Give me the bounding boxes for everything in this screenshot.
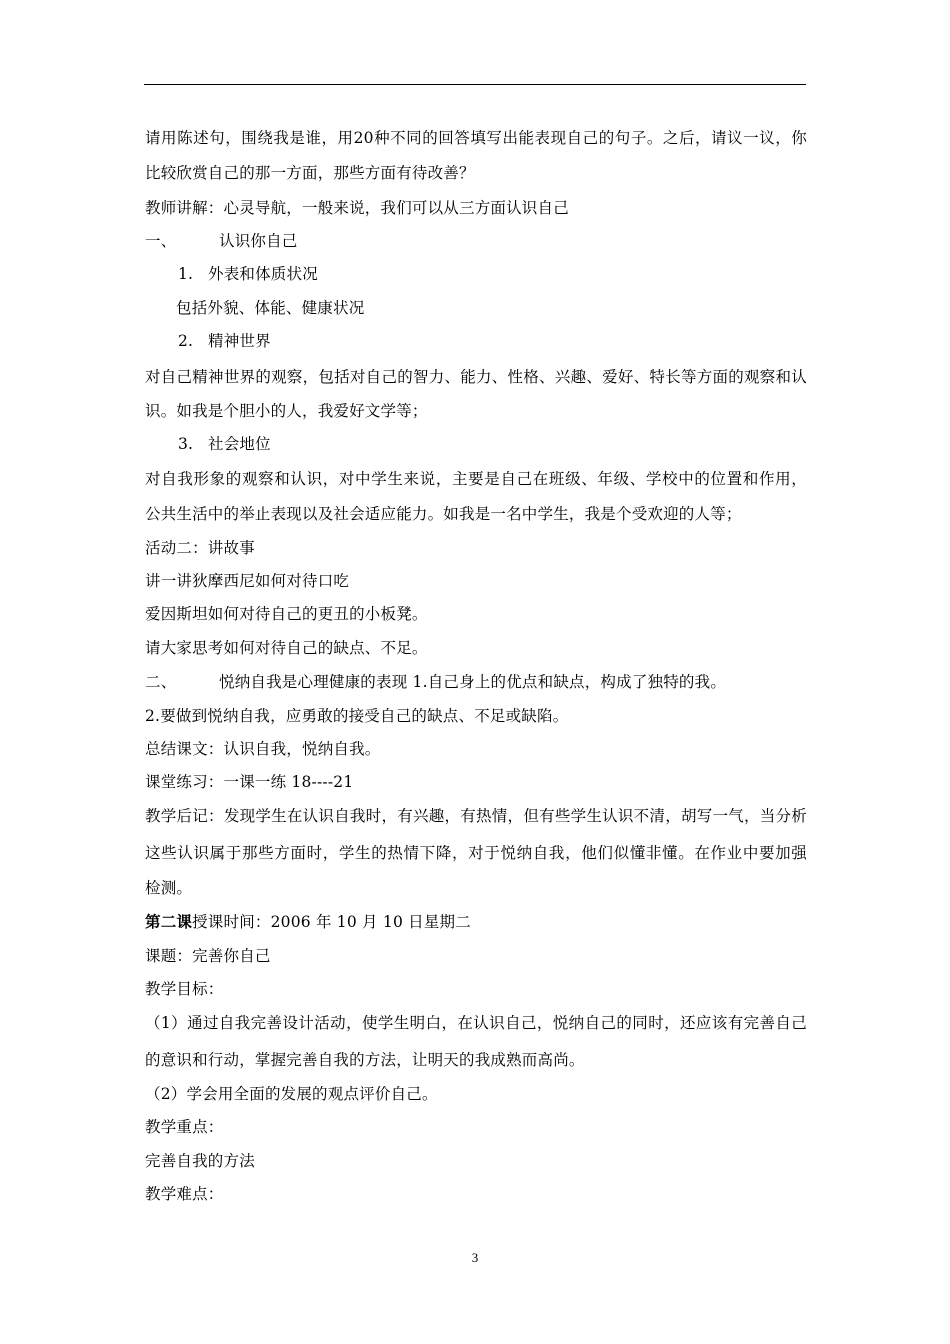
paragraph-line: 爱因斯坦如何对待自己的更丑的小板凳。 — [145, 605, 428, 623]
lesson-heading — [145, 912, 471, 932]
paragraph-line: 请大家思考如何对待自己的缺点、不足。 — [145, 639, 428, 657]
paragraph-line: 的意识和行动，掌握完善自我的方法，让明天的我成熟而高尚。 — [145, 1051, 585, 1069]
item-marker: 1. — [178, 265, 194, 283]
paragraph-line: 公共生活中的举止表现以及社会适应能力。如我是一名中学生，我是个受欢迎的人等； — [145, 505, 742, 523]
paragraph-line: 总结课文：认识自我，悦纳自我。 — [145, 740, 381, 758]
section-title: 认识你自己 — [219, 232, 298, 250]
page-number: 3 — [471, 1250, 479, 1265]
paragraph-line: 课题：完善你自己 — [145, 947, 271, 965]
item-marker: 3. — [178, 435, 194, 453]
paragraph-line: 对自我形象的观察和认识，对中学生来说，主要是自己在班级、年级、学校中的位置和作用， — [145, 470, 807, 488]
lesson-time: 授课时间：2006 年 10 月 10 日星期二 — [192, 913, 471, 931]
paragraph-line: 教学重点： — [145, 1118, 224, 1136]
list-item-1 — [178, 264, 318, 284]
section-heading-1 — [145, 231, 298, 251]
section-marker: 二、 — [145, 673, 177, 691]
list-item-3 — [178, 434, 271, 454]
paragraph-line: 识。如我是个胆小的人，我爱好文学等； — [145, 402, 428, 420]
paragraph-line: 包括外貌、体能、健康状况 — [176, 299, 365, 317]
paragraph-line: 比较欣赏自己的那一方面，那些方面有待改善？ — [145, 164, 475, 182]
paragraph-line: 2.要做到悦纳自我，应勇敢的接受自己的缺点、不足或缺陷。 — [145, 707, 569, 725]
lesson-label: 第二课 — [145, 912, 193, 931]
paragraph-line: 教学目标： — [145, 980, 224, 998]
paragraph-line: 这些认识属于那些方面时，学生的热情下降，对于悦纳自我，他们似懂非懂。在作业中要加强 — [145, 844, 807, 862]
paragraph-line: 对自己精神世界的观察，包括对自己的智力、能力、性格、兴趣、爱好、特长等方面的观察和认 — [145, 368, 807, 386]
header-rule — [144, 84, 806, 85]
list-item-2 — [178, 331, 271, 351]
paragraph-line: 教学后记：发现学生在认识自我时，有兴趣，有热情，但有些学生认识不清，胡写一气，当分析 — [145, 807, 807, 825]
section-marker: 一、 — [145, 232, 177, 250]
paragraph-line: 讲一讲狄摩西尼如何对待口吃 — [145, 572, 350, 590]
paragraph-line: 课堂练习：一课一练 18----21 — [145, 773, 354, 791]
paragraph-line: 完善自我的方法 — [145, 1152, 255, 1170]
paragraph-line: 教师讲解：心灵导航，一般来说，我们可以从三方面认识自己 — [145, 199, 569, 217]
section-heading-2 — [145, 672, 726, 692]
paragraph-line: 检测。 — [145, 879, 193, 897]
paragraph-line: （2）学会用全面的发展的观点评价自己。 — [145, 1085, 438, 1103]
paragraph-line: （1）通过自我完善设计活动，使学生明白，在认识自己，悦纳自己的同时，还应该有完善自己 — [145, 1014, 807, 1032]
item-title: 社会地位 — [208, 435, 271, 453]
section-text: 悦纳自我是心理健康的表现 1.自己身上的优点和缺点，构成了独特的我。 — [219, 673, 727, 691]
item-title: 精神世界 — [208, 332, 271, 350]
paragraph-line: 请用陈述句，围绕我是谁，用20种不同的回答填写出能表现自己的句子。之后，请议一议，你 — [145, 129, 807, 147]
paragraph-line: 活动二：讲故事 — [145, 539, 255, 557]
paragraph-line: 教学难点： — [145, 1185, 224, 1203]
item-title: 外表和体质状况 — [208, 265, 318, 283]
item-marker: 2. — [178, 332, 194, 350]
